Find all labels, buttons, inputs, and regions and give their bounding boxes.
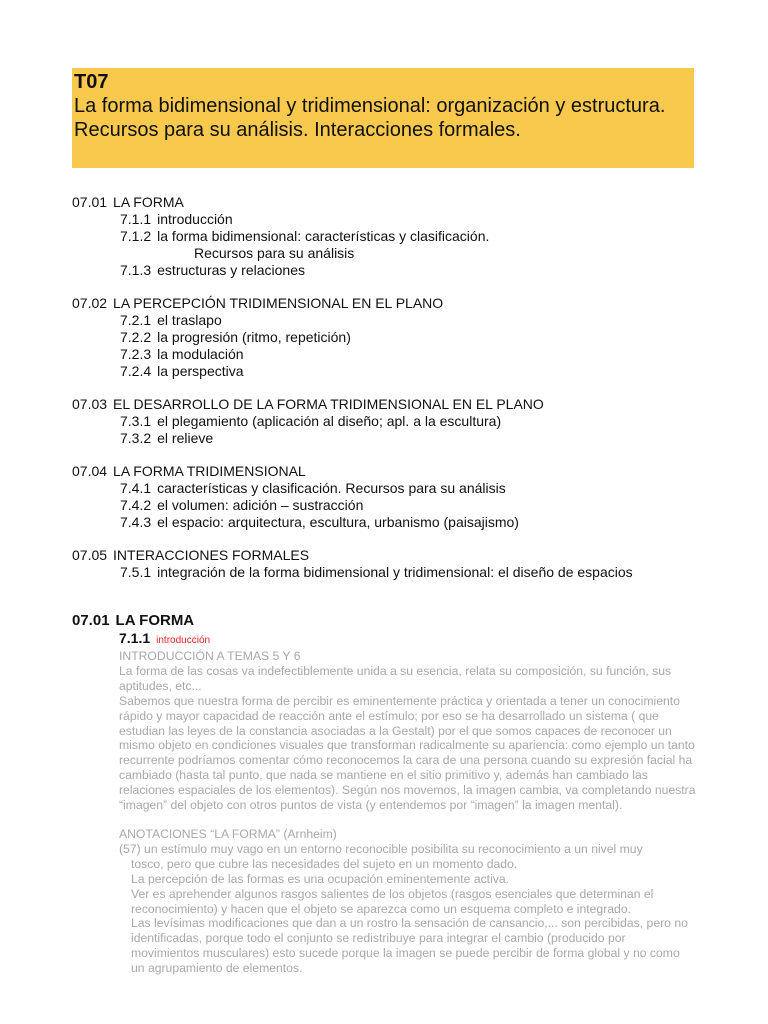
subsection-title: introducción [156, 635, 211, 646]
intro-text [72, 649, 696, 976]
toc-heading [72, 396, 732, 413]
toc-item-number: 7.3.1 [120, 413, 152, 429]
toc-item-text: características y clasificación. Recursos para su análisis [157, 480, 506, 496]
toc-heading-text: LA FORMA [113, 194, 184, 210]
toc-item-number: 7.1.3 [120, 262, 152, 278]
section-body [72, 612, 696, 976]
annotations-heading: ANOTACIONES “LA FORMA” (Arnheim) [119, 826, 337, 841]
toc-section-0701 [72, 194, 732, 279]
toc-item-text: la progresión (ritmo, repetición) [157, 329, 351, 345]
toc-item [72, 211, 732, 228]
toc-item [72, 262, 732, 279]
topic-code: T07 [74, 71, 109, 93]
toc-heading [72, 463, 732, 480]
toc-item [72, 363, 732, 380]
toc-item-number: 7.1.2 [120, 228, 152, 244]
section-title: LA FORMA [115, 612, 195, 629]
topic-title: La forma bidimensional y tridimensional: organización y estructura. Recursos para su análisis. Interacciones formales. [74, 95, 666, 141]
toc-item-text: el relieve [157, 430, 214, 446]
toc-number: 07.05 [72, 547, 108, 563]
toc-item [72, 564, 732, 581]
toc-item-number: 7.4.3 [120, 514, 152, 530]
title-banner [72, 68, 694, 168]
intro-heading: INTRODUCCIÓN A TEMAS 5 Y 6 [119, 649, 301, 663]
toc-section-0705 [72, 547, 732, 581]
paragraph: La forma de las cosas va indefectiblemente unida a su esencia, relata su composición, su función, sus aptitudes, etc... [119, 663, 672, 693]
annotations [119, 827, 696, 976]
toc-item-text: la perspectiva [157, 363, 244, 379]
toc-item-number: 7.5.1 [120, 564, 152, 580]
section-number: 07.01 [72, 612, 110, 629]
toc-item-text: el espacio: arquitectura, escultura, urbanismo (paisajismo) [157, 514, 519, 530]
toc-number: 07.02 [72, 295, 108, 311]
subsection-heading [72, 630, 696, 649]
toc-item-text: estructuras y relaciones [157, 262, 305, 278]
toc-item-number: 7.4.2 [120, 497, 152, 513]
toc-heading-text: INTERACCIONES FORMALES [113, 547, 310, 563]
toc-item [72, 430, 732, 447]
toc-heading-text: LA FORMA TRIDIMENSIONAL [113, 463, 306, 479]
annotation-line: Ver es aprehender algunos rasgos salientes de los objetos (rasgos esenciales que determinan el reconocimiento) y hacen que el objeto se aparezca como un esquema completo e integrado. [131, 886, 654, 916]
toc-section-0704 [72, 463, 732, 531]
toc-item-number: 7.1.1 [120, 211, 152, 227]
toc-item-text: introducción [157, 211, 233, 227]
toc-item [72, 312, 732, 329]
toc-heading-text: EL DESARROLLO DE LA FORMA TRIDIMENSIONAL EN EL PLANO [113, 396, 544, 412]
toc-item-continuation: Recursos para su análisis [194, 245, 355, 261]
toc-item-number: 7.2.1 [120, 312, 152, 328]
toc-item-text: la modulación [157, 346, 244, 362]
annotation-line: (57) un estímulo muy vago en un entorno reconocible posibilita su reconocimiento a un nivel muy [119, 841, 643, 856]
toc-heading [72, 194, 732, 211]
annotation-line: Las levísimas modificaciones que dan a un rostro la sensación de cansancio,... son percibidas, pero no identificadas, porque todo el conjunto se redistribuye para integrar el cambio (producido por movimientos musculares) esto sucede porque la imagen se puede percibir de forma global y no como un agrupamiento de elementos. [131, 916, 688, 976]
toc-section-0702 [72, 295, 732, 380]
toc-item-text: el traslapo [157, 312, 222, 328]
toc-item [72, 329, 732, 346]
toc-item [72, 514, 732, 531]
toc-item-text: la forma bidimensional: características y clasificación. [157, 228, 490, 244]
toc-item [72, 497, 732, 514]
toc-number: 07.04 [72, 463, 108, 479]
toc-heading [72, 295, 732, 312]
annotation-line: tosco, pero que cubre las necesidades del sujeto en un momento dado. [131, 856, 518, 871]
toc-heading-text: LA PERCEPCIÓN TRIDIMENSIONAL EN EL PLANO [113, 295, 444, 311]
toc-item [72, 346, 732, 363]
toc-item-number: 7.2.2 [120, 329, 152, 345]
toc-item [72, 228, 732, 245]
toc-item-text: integración de la forma bidimensional y tridimensional: el diseño de espacios [157, 564, 633, 580]
annotation-line: La percepción de las formas es una ocupación eminentemente activa. [131, 871, 510, 886]
toc-number: 07.03 [72, 396, 108, 412]
toc-number: 07.01 [72, 194, 108, 210]
toc-item-number: 7.2.4 [120, 363, 152, 379]
toc-item-text: el volumen: adición – sustracción [157, 497, 364, 513]
table-of-contents [72, 194, 732, 597]
toc-item-number: 7.2.3 [120, 346, 152, 362]
toc-item-number: 7.4.1 [120, 480, 152, 496]
toc-item-number: 7.3.2 [120, 430, 152, 446]
paragraph: Sabemos que nuestra forma de percibir es eminentemente práctica y orientada a tener un conocimiento rápido y mayor capacidad de reacción ante el estímulo; por eso se ha desarrollado un sistema ( que estudian las leyes de la constancia asociadas a la Gestalt) por el que somos capaces de reconocer un mismo objeto en condiciones visuales que transforman radicalmente su apariencia: como ejemplo un tanto recurrente podríamos comentar cómo reconocemos la cara de una persona cuando su expresión facial ha cambiado (hasta tal punto, que nada se mantiene en el sitio primitivo y, además han cambiado las relaciones espaciales de los elementos). Según nos movemos, la imagen cambia, va completando nuestra “imagen” del objeto con otros puntos de vista (y entendemos por “imagen” la imagen mental). [119, 693, 696, 813]
section-heading [72, 612, 696, 630]
toc-item [72, 480, 732, 497]
subsection-number: 7.1.1 [119, 630, 151, 646]
toc-item-text: el plegamiento (aplicación al diseño; apl. a la escultura) [157, 413, 502, 429]
toc-item [72, 413, 732, 430]
toc-section-0703 [72, 396, 732, 447]
toc-heading [72, 547, 732, 564]
